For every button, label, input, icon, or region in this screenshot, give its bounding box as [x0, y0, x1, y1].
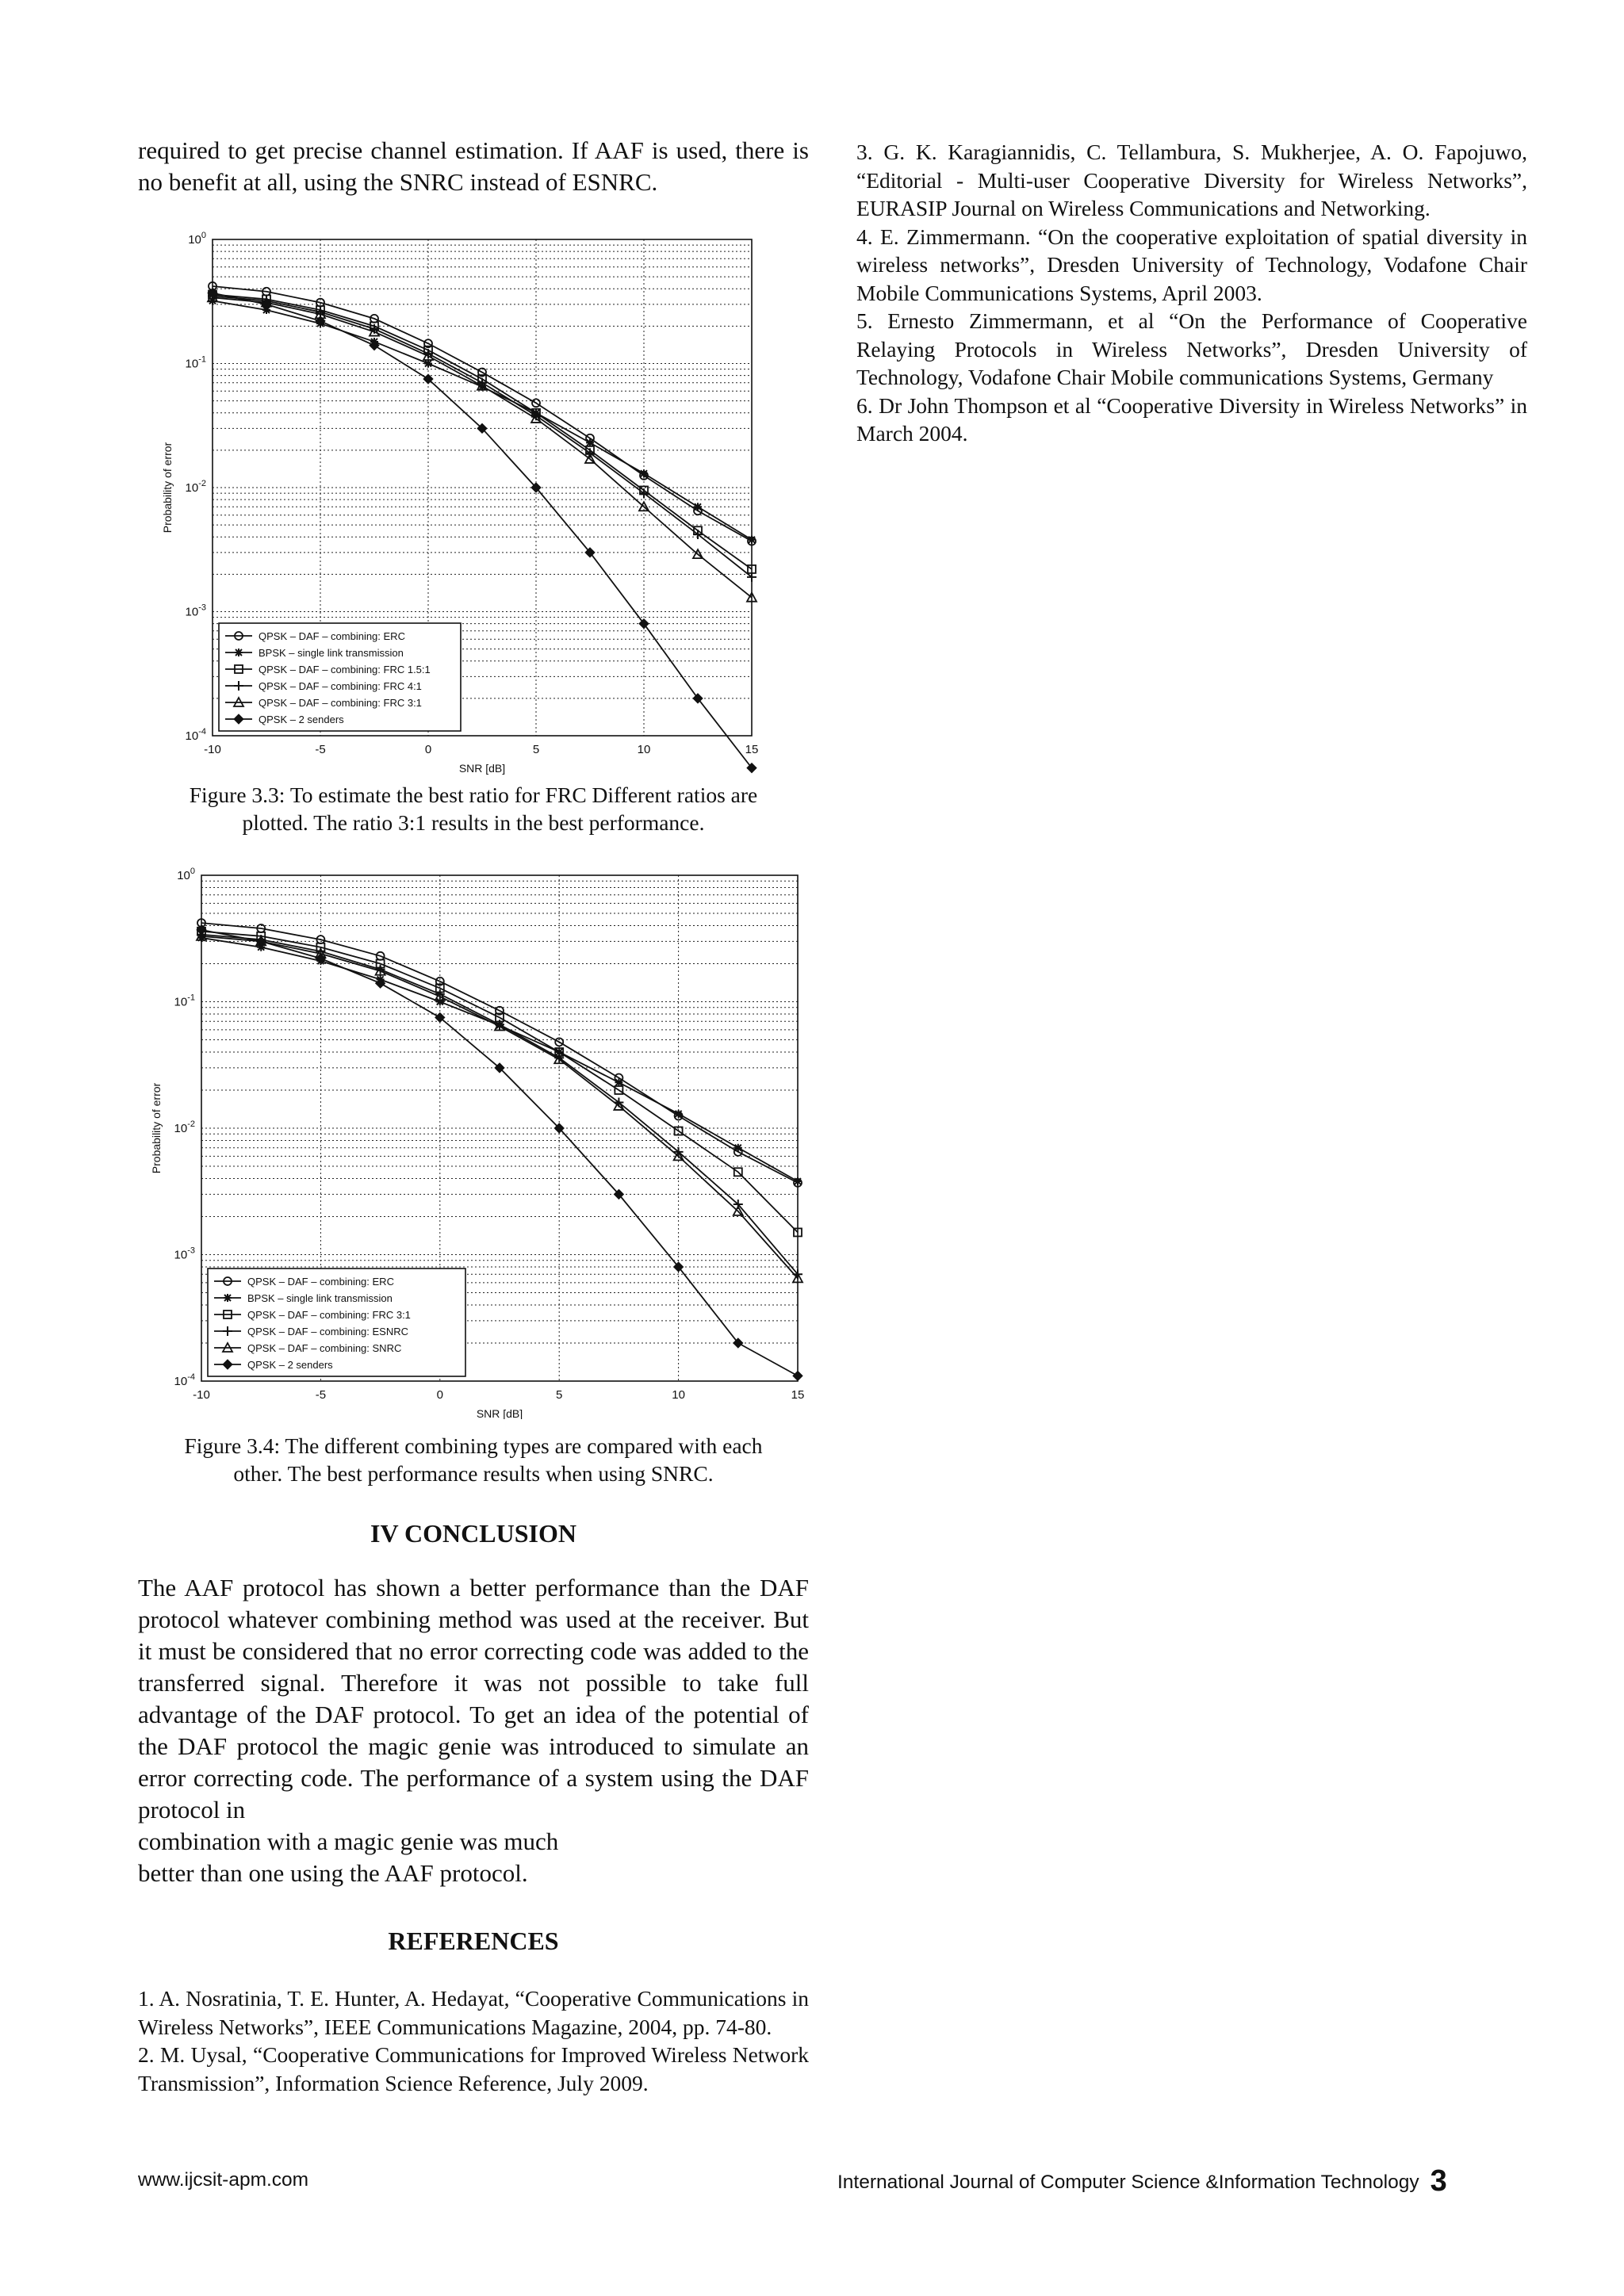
series-square	[197, 928, 802, 1237]
x-tick-label: 15	[745, 743, 759, 756]
reference-item: 6. Dr John Thompson et al “Cooperative Diversity in Wireless Networks” in March 2004.	[856, 392, 1527, 446]
chart-legend	[208, 1269, 465, 1376]
y-tick-label: $10^{-2}$	[185, 479, 206, 495]
legend-entry: QPSK – DAF – combining: FRC 3:1	[259, 697, 422, 709]
legend-entry: BPSK – single link transmission	[259, 647, 404, 659]
x-tick-label: 10	[637, 743, 651, 756]
series-triangle	[197, 932, 802, 1283]
x-tick-label: 15	[791, 1388, 805, 1402]
x-axis-label: SNR [dB]	[476, 1407, 523, 1419]
figure-3-4-chart	[147, 864, 822, 1419]
y-tick-label: $10^{-3}$	[185, 603, 206, 619]
chart-legend	[219, 623, 461, 731]
legend-entry: QPSK – DAF – combining: FRC 1.5:1	[259, 664, 431, 675]
reference-item: 1. A. Nosratinia, T. E. Hunter, A. Hedayat, “Cooperative Communications in Wireless Networks”, IEEE Communications Magazine, 2004, pp. 74-80.	[138, 1986, 809, 2039]
series-line	[213, 286, 752, 541]
y-axis-label: Probability of error	[150, 1082, 163, 1174]
reference-item: 2. M. Uysal, “Cooperative Communications for Improved Wireless Network Transmission”, Information Science Reference, July 2009.	[138, 2042, 809, 2095]
y-tick-label: $10^0$	[177, 867, 195, 882]
conclusion-body: The AAF protocol has shown a better performance than the DAF protocol whatever combining method was used at the receiver. But it must be considered that no error correcting code was added to the transferred signal. Therefore it was not possible to take full advantage of the DAF protocol. To get an idea of the potential of the DAF protocol the magic genie was introduced to simulate an error correcting code. The performance of a system using the DAF protocol in	[138, 1574, 809, 1823]
series-plus	[197, 930, 802, 1279]
reference-item: 4. E. Zimmermann. “On the cooperative exploitation of spatial diversity in wireless networks”, Dresden University of Technology, Vodafone Chair Mobile Communications Systems, April 2003.	[856, 224, 1527, 305]
legend-entry: QPSK – DAF – combining: FRC 4:1	[259, 680, 422, 692]
legend-entry: QPSK – DAF – combining: FRC 3:1	[247, 1309, 411, 1321]
figure-3-3-chart	[155, 232, 774, 779]
legend-entry: QPSK – 2 senders	[247, 1359, 333, 1371]
x-tick-label: -10	[204, 743, 221, 756]
figure-3-4-caption-line1: Figure 3.4: The different combining types are compared with each	[184, 1433, 763, 1458]
data-point	[694, 503, 702, 511]
data-point	[675, 1110, 683, 1118]
legend-entry: QPSK – DAF – combining: SNRC	[247, 1342, 402, 1354]
right-column	[856, 138, 1527, 448]
figure-3-4-caption-line2: other. The best performance results when using SNRC.	[233, 1461, 714, 1486]
series-line	[201, 936, 798, 1279]
data-point	[734, 1144, 742, 1152]
series-triangle	[208, 293, 756, 601]
data-point	[640, 469, 648, 477]
figure-3-4-caption	[138, 1432, 809, 1487]
reference-item: 5. Ernesto Zimmermann, et al “On the Performance of Cooperative Relaying Protocols in Wireless Networks”, Dresden University of Technology, Vodafone Chair Mobile communications Systems, Germany	[856, 308, 1527, 389]
series-plus	[208, 291, 756, 582]
data-point	[424, 360, 432, 368]
data-point	[748, 536, 756, 544]
y-axis-label: Probability of error	[161, 442, 174, 534]
data-point	[615, 1078, 622, 1086]
x-tick-label: -5	[315, 1388, 327, 1402]
legend-marker	[224, 1294, 232, 1302]
series-line	[213, 300, 752, 539]
y-tick-label: $10^{-1}$	[185, 354, 206, 371]
y-tick-label: $10^{-1}$	[174, 993, 195, 1009]
footer-journal	[837, 2164, 1447, 2198]
conclusion-section	[138, 1519, 809, 1889]
references-section	[138, 1927, 809, 2097]
figure-3-3-caption-line1: Figure 3.3: To estimate the best ratio for FRC Different ratios are	[189, 783, 758, 807]
page-number: 3	[1430, 2164, 1447, 2198]
legend-entry: QPSK – DAF – combining: ESNRC	[247, 1326, 409, 1337]
references-heading: REFERENCES	[388, 1927, 559, 1955]
figure-3-3-caption-line2: plotted. The ratio 3:1 results in the best performance.	[242, 810, 705, 835]
x-tick-label: 0	[436, 1388, 443, 1402]
data-point	[793, 1371, 802, 1380]
y-tick-label: $10^0$	[188, 232, 206, 247]
legend-entry: QPSK – 2 senders	[259, 714, 344, 725]
x-axis-label: SNR [dB]	[458, 762, 506, 775]
series-line	[201, 932, 798, 1233]
x-tick-label: 5	[556, 1388, 563, 1402]
footer-journal-name: International Journal of Computer Science &Information Technology	[837, 2172, 1419, 2193]
y-tick-label: $10^{-4}$	[185, 727, 206, 743]
conclusion-heading: IV CONCLUSION	[370, 1519, 576, 1548]
series-line	[201, 923, 798, 1183]
conclusion-body-line2: combination with a magic genie was much	[138, 1827, 559, 1855]
x-tick-label: 0	[424, 743, 432, 756]
conclusion-body-line3: better than one using the AAF protocol.	[138, 1859, 528, 1887]
series-line	[213, 296, 752, 577]
data-point	[794, 1177, 802, 1185]
x-tick-label: -10	[193, 1388, 210, 1402]
figure-3-3-caption	[138, 781, 809, 836]
figure-3-3	[155, 232, 774, 783]
data-point	[436, 998, 444, 1006]
left-column	[138, 135, 809, 198]
y-tick-label: $10^{-4}$	[174, 1372, 195, 1388]
legend-entry: QPSK – DAF – combining: ERC	[259, 630, 405, 642]
series-circle	[197, 919, 802, 1187]
legend-entry: BPSK – single link transmission	[247, 1292, 393, 1304]
legend-entry: QPSK – DAF – combining: ERC	[247, 1276, 394, 1288]
intro-paragraph: required to get precise channel estimation. If AAF is used, there is no benefit at all, using the SNRC instead of ESNRC.	[138, 136, 809, 196]
series-circle	[209, 282, 756, 545]
legend-marker	[235, 649, 243, 656]
series-line	[201, 938, 798, 1181]
x-tick-label: 5	[532, 743, 540, 756]
x-tick-label: 10	[672, 1388, 685, 1402]
y-tick-label: $10^{-3}$	[174, 1246, 195, 1262]
reference-item: 3. G. K. Karagiannidis, C. Tellambura, S. Mukherjee, A. O. Fapojuwo, “Editorial - Multi-user Cooperative Diversity for Wireless Networks”, EURASIP Journal on Wireless Communications and Networking.	[856, 140, 1527, 220]
data-point	[586, 438, 594, 446]
x-tick-label: -5	[315, 743, 326, 756]
series-line	[201, 935, 798, 1274]
footer-website: www.ijcsit-apm.com	[138, 2169, 309, 2191]
y-tick-label: $10^{-2}$	[174, 1119, 195, 1135]
figure-3-4	[147, 864, 822, 1423]
